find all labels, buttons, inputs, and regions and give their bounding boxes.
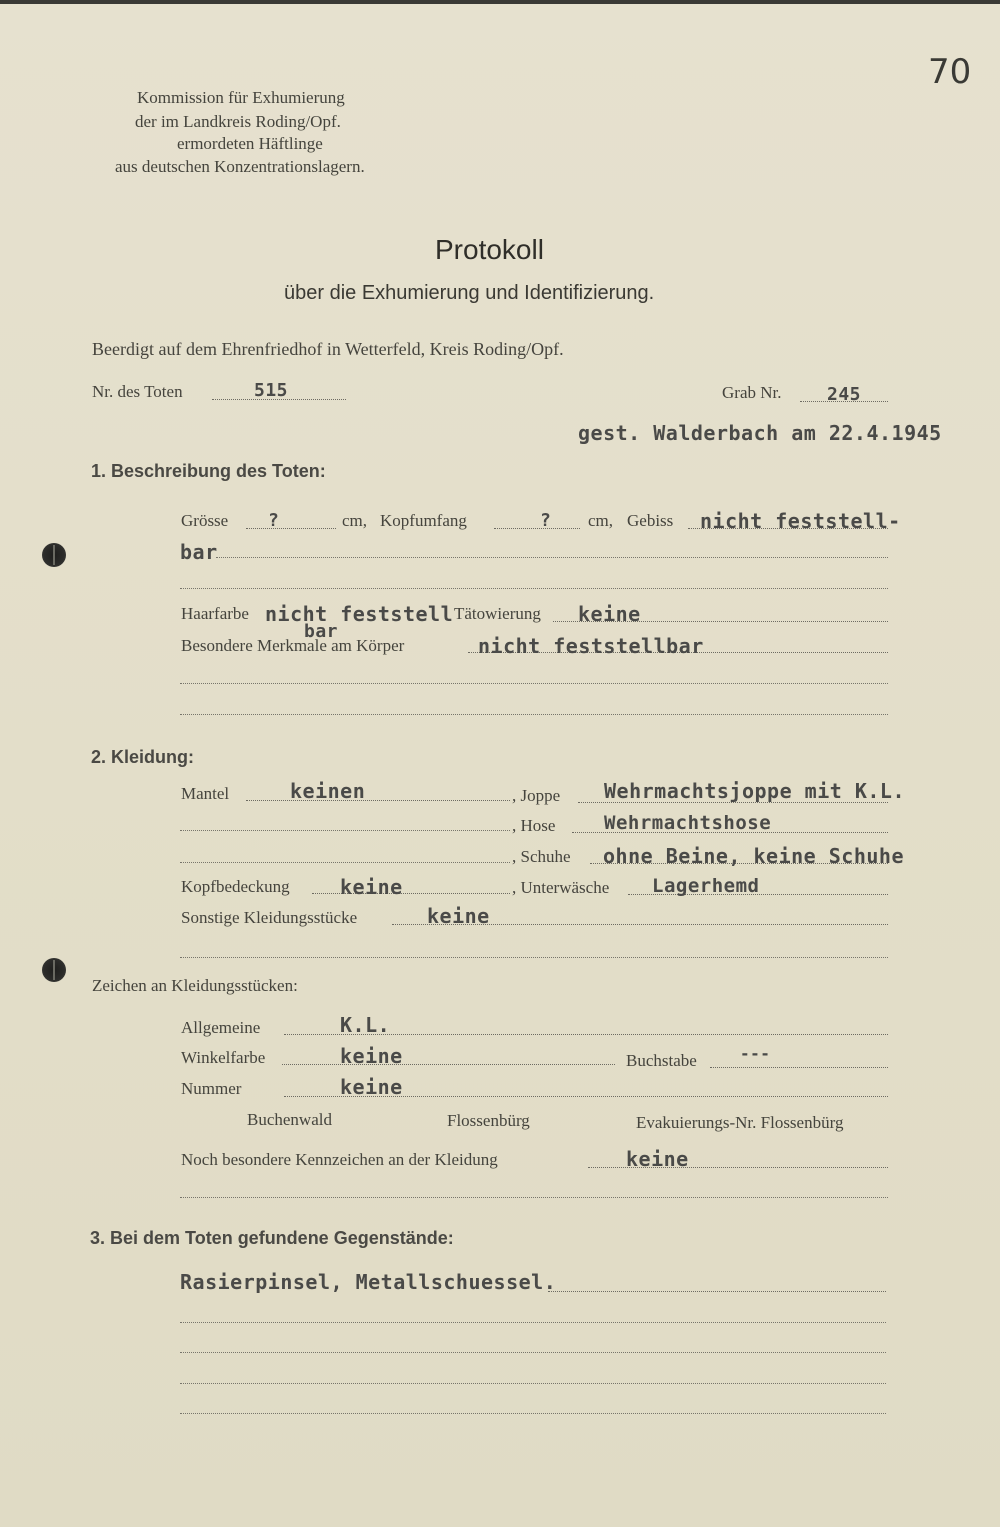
- buchstabe-line: [710, 1067, 888, 1068]
- description-line-7: [180, 714, 888, 715]
- mantel-line: [246, 800, 510, 801]
- commission-line-2: der im Landkreis Roding/Opf.: [135, 112, 341, 131]
- page-number: 70: [928, 52, 972, 92]
- kopfbedeckung-label: Kopfbedeckung: [181, 877, 290, 896]
- allgemeine-label: Allgemeine: [181, 1018, 261, 1037]
- grave-number-value: 245: [827, 384, 862, 405]
- noch-label: Noch besondere Kennzeichen an der Kleidung: [181, 1150, 498, 1169]
- groesse-label: Grösse: [181, 511, 229, 530]
- objects-line-1: [548, 1291, 886, 1292]
- dead-number-value: 515: [254, 380, 289, 401]
- cm-label-2: cm,: [588, 511, 614, 530]
- objects-line-2: [180, 1322, 886, 1323]
- unterwaesche-value: Lagerhemd: [652, 875, 760, 897]
- schuhe-value: ohne Beine, keine Schuhe: [603, 844, 904, 868]
- objects-value: Rasierpinsel, Metallschuessel.: [180, 1270, 557, 1294]
- kopfumfang-line: [494, 528, 580, 529]
- allgemeine-value: K.L.: [340, 1013, 391, 1037]
- sonstige-value: keine: [427, 904, 490, 928]
- clothing-line-extra: [180, 957, 888, 958]
- gebiss-line-2: [216, 557, 888, 558]
- taetowierung-value: keine: [578, 602, 641, 626]
- kopfumfang-value: ?: [540, 510, 552, 531]
- mantel-label: Mantel: [181, 784, 230, 803]
- sonstige-label: Sonstige Kleidungsstücke: [181, 908, 358, 927]
- gebiss-value: nicht feststell-: [700, 509, 901, 533]
- joppe-value: Wehrmachtsjoppe mit K.L.: [604, 779, 905, 803]
- description-line-3: [180, 588, 888, 589]
- marks-line-extra: [180, 1197, 888, 1198]
- taetowierung-label: Tätowierung: [454, 604, 541, 623]
- winkelfarbe-line: [282, 1064, 615, 1065]
- objects-line-4: [180, 1383, 886, 1384]
- hose-label: , Hose: [512, 816, 556, 835]
- punch-hole-top: [42, 543, 66, 567]
- death-note: gest. Walderbach am 22.4.1945: [578, 421, 942, 445]
- haarfarbe-label: Haarfarbe: [181, 604, 249, 623]
- burial-line: Beerdigt auf dem Ehrenfriedhof in Wetterfeld, Kreis Roding/Opf.: [92, 339, 564, 359]
- column-evakuierung: Evakuierungs-Nr. Flossenbürg: [636, 1113, 844, 1132]
- hose-value: Wehrmachtshose: [604, 812, 772, 834]
- mantel-value: keinen: [290, 779, 366, 803]
- gebiss-value-cont: bar: [180, 540, 218, 564]
- description-line-6: [180, 683, 888, 684]
- page-title: Protokoll: [435, 234, 544, 265]
- noch-value: keine: [626, 1147, 689, 1171]
- grave-number-label: Grab Nr.: [722, 383, 782, 402]
- gebiss-label: Gebiss: [627, 511, 674, 530]
- schuhe-label: , Schuhe: [512, 847, 571, 866]
- column-flossenbuerg: Flossenbürg: [447, 1111, 530, 1130]
- dead-number-label: Nr. des Toten: [92, 382, 183, 401]
- punch-hole-bottom: [42, 958, 66, 982]
- unterwaesche-label: , Unterwäsche: [512, 878, 610, 897]
- section1-heading: 1. Beschreibung des Toten:: [91, 461, 326, 481]
- nummer-label: Nummer: [181, 1079, 242, 1098]
- marks-heading: Zeichen an Kleidungsstücken:: [92, 976, 298, 995]
- column-buchenwald: Buchenwald: [247, 1110, 332, 1129]
- schuhe-left-line: [180, 862, 510, 863]
- section2-heading: 2. Kleidung:: [91, 747, 194, 767]
- merkmale-label: Besondere Merkmale am Körper: [181, 636, 405, 655]
- winkelfarbe-label: Winkelfarbe: [181, 1048, 266, 1067]
- merkmale-value: nicht feststellbar: [478, 634, 704, 658]
- objects-line-3: [180, 1352, 886, 1353]
- buchstabe-value: ---: [740, 1044, 771, 1063]
- groesse-line: [246, 528, 336, 529]
- nummer-value: keine: [340, 1075, 403, 1099]
- joppe-label: , Joppe: [512, 786, 561, 805]
- haarfarbe-value: nicht feststell: [265, 602, 454, 626]
- commission-line-3: ermordeten Häftlinge: [177, 134, 323, 153]
- commission-line-4: aus deutschen Konzentrationslagern.: [115, 157, 365, 176]
- cm-label-1: cm,: [342, 511, 368, 530]
- section3-heading: 3. Bei dem Toten gefundene Gegenstände:: [90, 1228, 454, 1248]
- kopfumfang-label: Kopfumfang: [380, 511, 467, 530]
- kopfbedeckung-value: keine: [340, 875, 403, 899]
- haarfarbe-value-cont: bar: [304, 621, 339, 642]
- objects-line-5: [180, 1413, 886, 1414]
- scan-edge: [0, 0, 1000, 4]
- groesse-value: ?: [268, 510, 280, 531]
- commission-line-1: Kommission für Exhumierung: [137, 88, 345, 107]
- buchstabe-label: Buchstabe: [626, 1051, 697, 1070]
- winkelfarbe-value: keine: [340, 1044, 403, 1068]
- page-subtitle: über die Exhumierung und Identifizierung.: [284, 282, 655, 304]
- hose-left-line: [180, 830, 510, 831]
